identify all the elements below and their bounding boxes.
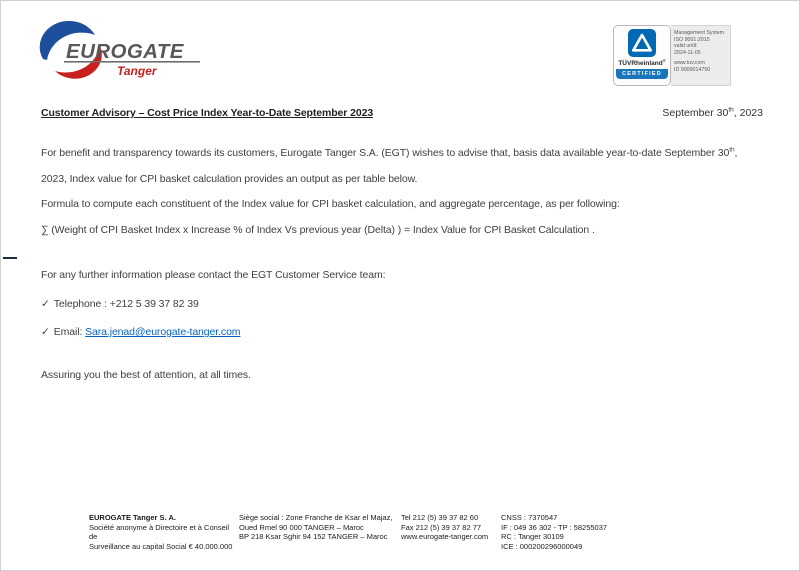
paragraph-formula-intro: Formula to compute each constituent of the Index value for CPI basket calculation, and aggregate percentage, as per following: xyxy=(41,198,620,210)
date-ordinal: th xyxy=(728,106,734,114)
paragraph-formula: ∑ (Weight of CPI Basket Index x Increase % of Index Vs previous year (Delta) ) = Index Value for CPI Basket Calculation . xyxy=(41,223,595,236)
badge-line: ISO 9001:2015 xyxy=(674,36,710,43)
footer-line: ICE : 000200296000049 xyxy=(501,541,583,551)
footer-line: Surveillance au capital Social € 40.000.000 xyxy=(89,541,233,551)
footer-company-name: EUROGATE Tanger S. A. xyxy=(89,513,176,522)
email-line xyxy=(41,320,741,346)
phone-line xyxy=(41,292,741,318)
tuv-badge-card xyxy=(613,25,671,86)
footer-company-column xyxy=(89,513,239,551)
footer-address-column xyxy=(239,513,403,542)
footer-line: CNSS : 7370547 xyxy=(501,513,558,522)
document-title: Customer Advisory – Cost Price Index Year-to-Date September 2023 xyxy=(41,107,374,119)
footer-line: IF : 049 36 302 - TP : 58255037 xyxy=(501,522,608,532)
margin-dash xyxy=(3,257,17,259)
title-row xyxy=(41,107,763,119)
footer-contact-column xyxy=(401,513,501,542)
badge-line: 2024-11-05 xyxy=(674,49,701,56)
eurogate-logo xyxy=(37,21,205,85)
p1-text: For benefit and transparency towards its customers, Eurogate Tanger S.A. (EGT) wishes to advise that, basis data available year-to-date September 30 xyxy=(41,147,730,159)
phone-number: Telephone : +212 5 39 37 82 39 xyxy=(53,297,199,310)
badge-web: www.tuv.com xyxy=(674,60,705,67)
letter-body xyxy=(41,141,741,388)
document-date xyxy=(662,107,763,119)
p1-text-rest: , 2023, Index value for CPI basket calculation provides an output as per table below. xyxy=(41,147,738,185)
badge-line: valid until: xyxy=(674,43,698,50)
footer-registration-column xyxy=(501,513,651,551)
tuv-brand-name xyxy=(618,58,665,67)
rheinland-text: Rheinland xyxy=(631,60,663,68)
certified-label: CERTIFIED xyxy=(616,69,668,79)
tuv-text: TÜV xyxy=(618,60,632,68)
footer-line: Siège social : Zone Franche de Ksar el Majaz, xyxy=(239,513,393,522)
footer-line: RC : Tanger 30109 xyxy=(501,532,564,542)
footer-website: www.eurogate-tanger.com xyxy=(401,532,489,542)
check-icon: ✓ xyxy=(41,297,50,310)
paragraph-intro xyxy=(41,141,741,192)
eurogate-logo-icon xyxy=(37,21,205,85)
footer-line: BP 218 Ksar Sghir 94 152 TANGER – Maroc xyxy=(239,532,388,542)
badge-cert-id: ID 9000014750 xyxy=(674,66,711,73)
footer-line: Fax 212 (5) 39 37 82 77 xyxy=(401,522,482,532)
contact-intro: For any further information please contact the EGT Customer Service team: xyxy=(41,269,386,281)
footer-line: Tel 212 (5) 39 37 82 60 xyxy=(401,513,479,522)
tuv-certification-badge xyxy=(613,25,733,86)
date-main: September 30 xyxy=(662,107,729,119)
email-label: Email: xyxy=(53,326,83,338)
p1-ordinal: th xyxy=(729,146,735,154)
footer-line: Société anonyme à Directoire et à Conseil de xyxy=(89,522,230,542)
check-icon: ✓ xyxy=(41,326,50,338)
tuv-badge-details xyxy=(671,25,731,86)
badge-line: Management System xyxy=(674,30,725,36)
closing-line: Assuring you the best of attention, at all times. xyxy=(41,368,251,381)
tuv-triangle-icon xyxy=(628,29,656,57)
logo-brand-text: EUROGATE xyxy=(66,40,184,63)
date-year: , 2023 xyxy=(733,107,763,119)
footer-line: Oued Rmel 90 000 TANGER – Maroc xyxy=(239,522,364,532)
logo-region-text: Tanger xyxy=(117,64,157,78)
registered-mark: ® xyxy=(662,58,666,63)
email-link[interactable]: Sara.jenad@eurogate-tanger.com xyxy=(85,326,241,338)
